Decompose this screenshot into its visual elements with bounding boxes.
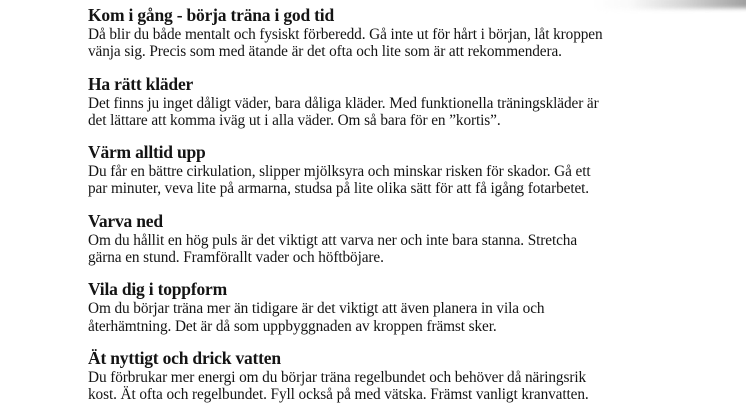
tip-heading: Värm alltid upp [88,142,206,163]
tip-section-at-nyttigt [88,348,738,404]
tip-heading: Ha rätt kläder [88,73,194,94]
tip-section-ha-ratt-klader [88,74,738,130]
tip-body-line: Du förbrukar mer energi om du börjar träna regelbundet och behöver då näringsrik [88,368,587,386]
tip-body-line: Om du börjar träna mer än tidigare är det viktigt att även planera in vila och [88,300,545,318]
tip-body-line: Det finns ju inget dåligt väder, bara dåliga kläder. Med funktionella träningskläder är [88,94,599,112]
tip-body-line: gärna en stund. Framförallt vader och höftböjare. [88,249,384,267]
tip-heading: Vila dig i toppform [88,279,227,300]
text-column [88,5,738,417]
tip-body-line: par minuter, veva lite på armarna, studsa på lite olika sätt för att få igång fotarbetet. [88,180,590,198]
tip-section-kom-i-gang [88,5,738,61]
tip-body-line: kost. Ät ofta och regelbundet. Fyll också på med vätska. Främst vanligt kranvatten. [88,386,589,404]
tip-body-line: Du får en bättre cirkulation, slipper mjölksyra och minskar risken för skador. Gå ett [88,163,591,181]
tip-section-varm-alltid-upp [88,142,738,198]
tip-body-line: vänja sig. Precis som med ätande är det ofta och lite som är att rekommendera. [88,43,562,61]
tip-body-line: det lättare att komma iväg ut i alla väder. Om så bara för en ”kortis”. [88,111,501,129]
tip-section-vila-dig-i-toppform [88,279,738,335]
tip-body-line: Om du hållit en hög puls är det viktigt att varva ner och inte bara stanna. Stretcha [88,231,578,249]
tip-body-line: Då blir du både mentalt och fysiskt förberedd. Gå inte ut för hårt i början, låt kroppen [88,26,603,43]
tip-heading: Kom i gång - börja träna i god tid [88,5,334,25]
tip-heading: Ät nyttigt och drick vatten [88,347,281,368]
tip-section-varva-ned [88,211,738,267]
tip-body-line: återhämtning. Det är då som uppbyggnaden av kroppen främst sker. [88,317,497,335]
tip-heading: Varva ned [88,210,163,231]
